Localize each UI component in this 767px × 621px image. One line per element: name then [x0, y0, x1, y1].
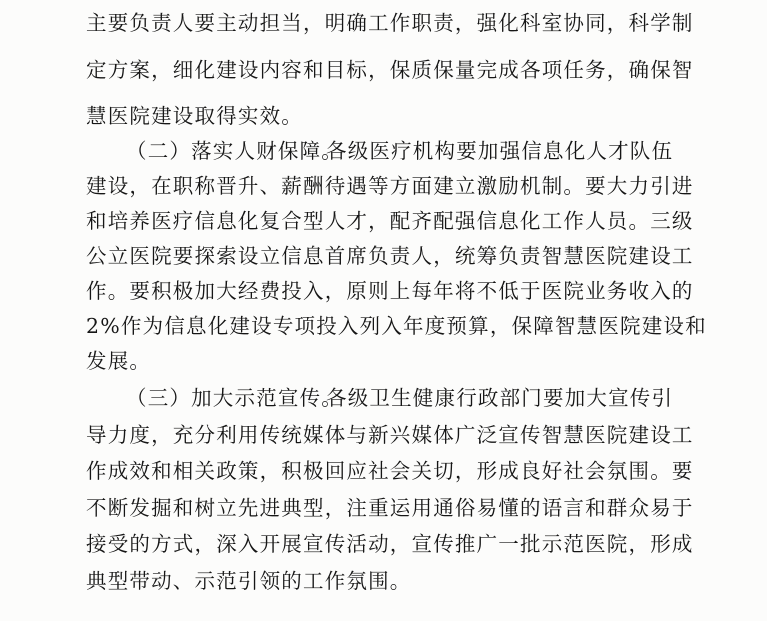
text-line: 导力度，充分利用传统媒体与新兴媒体广泛宣传智慧医院建设工	[86, 423, 694, 447]
text-line: 不断发掘和树立先进典型，注重运用通俗易懂的语言和群众易于	[86, 496, 694, 520]
text-line: 定方案，细化建设内容和目标，保质保量完成各项任务，确保智	[86, 58, 694, 82]
text-line: 和培养医疗信息化复合型人才，配齐配强信息化工作人员。三级	[86, 209, 694, 233]
text-line: 2%作为信息化建设专项投入列入年度预算，保障智慧医院建设和	[86, 314, 707, 338]
text-line: 建设，在职称晋升、薪酬待遇等方面建立激励机制。要大力引进	[86, 174, 694, 198]
text-line: 作成效和相关政策，积极回应社会关切，形成良好社会氛围。要	[86, 459, 694, 483]
text-line: 发展。	[86, 349, 152, 373]
text-line: 公立医院要探索设立信息首席负责人，统筹负责智慧医院建设工	[86, 244, 694, 268]
text-line: 各级卫生健康行政部门要加大宣传引	[326, 386, 674, 410]
text-line: 主要负责人要主动担当，明确工作职责，强化科室协同，科学制	[86, 11, 694, 35]
section-heading: （二）落实人财保障。	[126, 139, 343, 163]
text-line: 慧医院建设取得实效。	[86, 104, 303, 128]
text-line: 作。要积极加大经费投入，原则上每年将不低于医院业务收入的	[86, 279, 694, 303]
text-line: 接受的方式，深入开展宣传活动，宣传推广一批示范医院，形成	[86, 532, 694, 556]
text-line: 典型带动、示范引领的工作氛围。	[86, 569, 412, 593]
section-heading: （三）加大示范宣传。	[126, 386, 343, 410]
text-line: 各级医疗机构要加强信息化人才队伍	[326, 139, 674, 163]
